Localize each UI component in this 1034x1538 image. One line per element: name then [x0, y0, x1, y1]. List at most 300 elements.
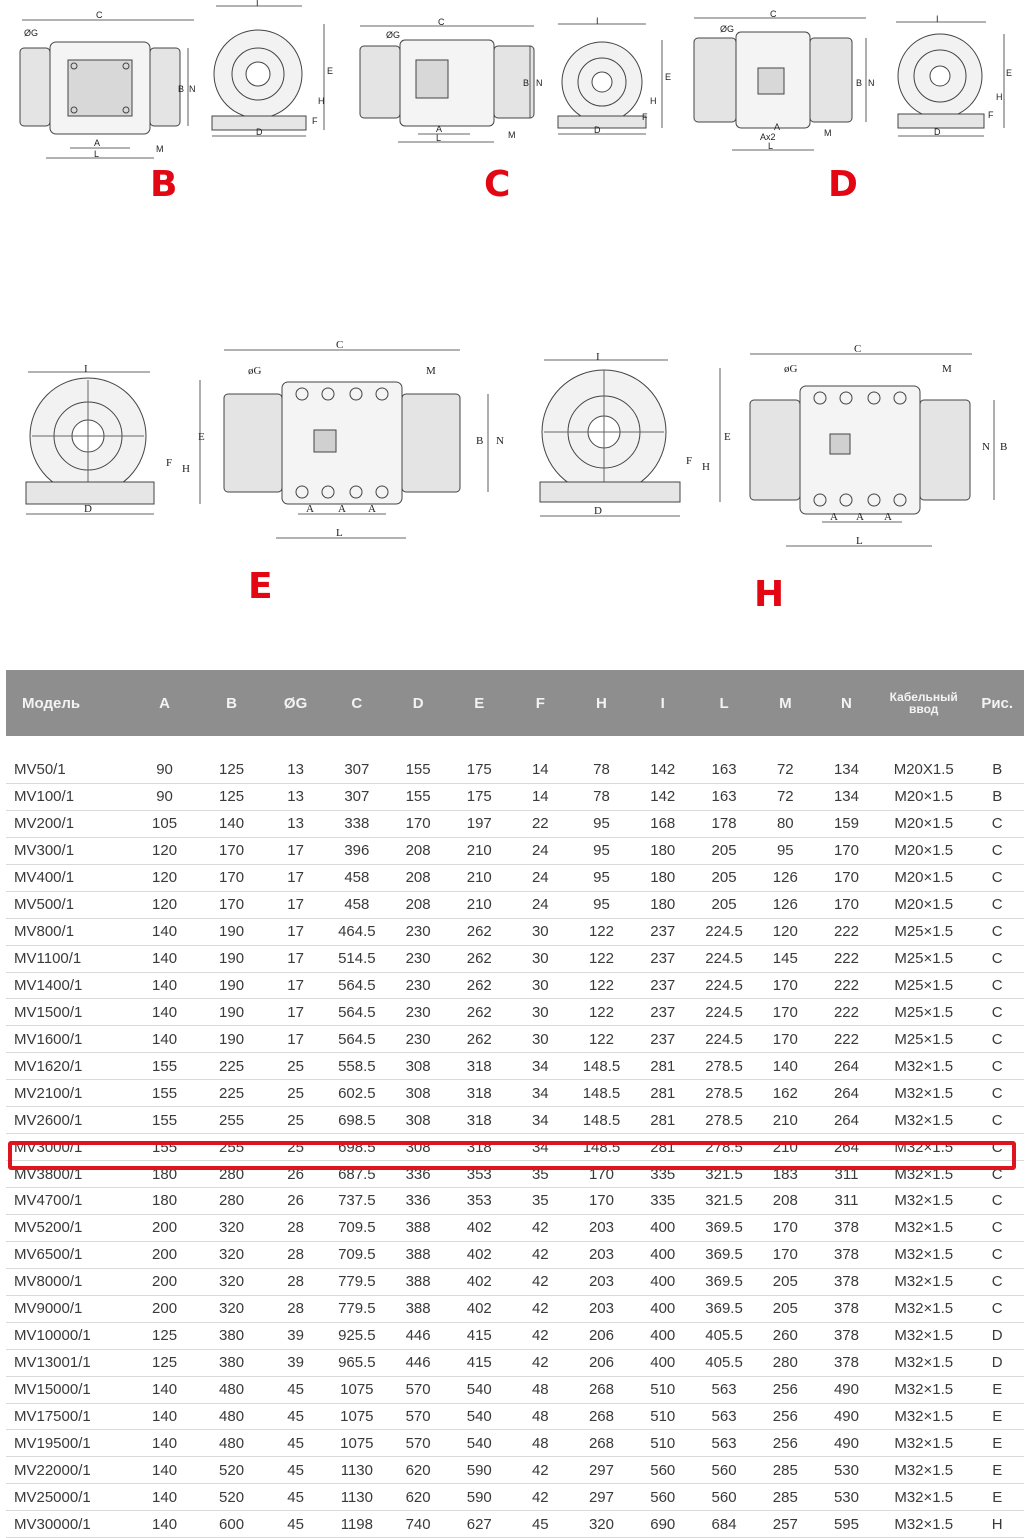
table-cell: 222	[816, 1026, 877, 1053]
table-cell: C	[970, 1295, 1024, 1322]
table-cell: 25	[265, 1134, 326, 1161]
table-cell: M25×1.5	[877, 945, 970, 972]
model-cell: MV13001/1	[6, 1349, 131, 1376]
table-cell: 321.5	[693, 1161, 754, 1188]
table-cell: 25	[265, 1107, 326, 1134]
dim-label: H	[182, 463, 190, 475]
header-cell: M	[755, 670, 816, 736]
table-cell: 155	[131, 1053, 198, 1080]
table-cell: C	[970, 1107, 1024, 1134]
table-cell: 297	[571, 1457, 632, 1484]
table-cell: 95	[755, 837, 816, 864]
table-cell: M20X1.5	[877, 757, 970, 783]
table-cell: 268	[571, 1430, 632, 1457]
table-cell: 72	[755, 783, 816, 810]
spec-table	[6, 670, 1024, 1538]
table-row	[6, 891, 1024, 918]
table-cell: 378	[816, 1214, 877, 1241]
table-cell: 22	[510, 810, 571, 837]
table-cell: 353	[449, 1188, 510, 1215]
figure-h-end-view	[538, 346, 738, 522]
table-cell: 200	[131, 1214, 198, 1241]
table-cell: 190	[198, 999, 265, 1026]
table-cell: 268	[571, 1403, 632, 1430]
table-cell: 698.5	[326, 1134, 387, 1161]
table-cell: 180	[131, 1188, 198, 1215]
table-cell: M32×1.5	[877, 1322, 970, 1349]
dim-label: A	[94, 138, 101, 148]
table-cell: B	[970, 757, 1024, 783]
table-cell: 563	[693, 1430, 754, 1457]
table-cell: 400	[632, 1241, 693, 1268]
model-cell: MV30000/1	[6, 1511, 131, 1538]
table-cell: 480	[198, 1430, 265, 1457]
table-cell: 378	[816, 1349, 877, 1376]
table-cell: 564.5	[326, 999, 387, 1026]
table-cell: 148.5	[571, 1107, 632, 1134]
table-cell: 42	[510, 1349, 571, 1376]
dim-label: F	[312, 116, 318, 126]
dim-label: N	[496, 435, 504, 447]
table-cell: 190	[198, 972, 265, 999]
table-cell: 237	[632, 999, 693, 1026]
table-cell: 264	[816, 1134, 877, 1161]
model-cell: MV25000/1	[6, 1484, 131, 1511]
table-cell: 280	[755, 1349, 816, 1376]
table-cell: 35	[510, 1188, 571, 1215]
table-cell: 125	[131, 1349, 198, 1376]
table-body	[6, 736, 1024, 1538]
table-cell: 737.5	[326, 1188, 387, 1215]
table-cell: 311	[816, 1188, 877, 1215]
dim-label: B	[1000, 441, 1008, 453]
table-cell: 142	[632, 757, 693, 783]
table-cell: M32×1.5	[877, 1134, 970, 1161]
dim-label: øG	[784, 363, 798, 375]
table-cell: 140	[131, 1403, 198, 1430]
table-cell: 180	[632, 837, 693, 864]
table-cell: 28	[265, 1295, 326, 1322]
figure-d-side-view	[690, 8, 880, 158]
table-cell: 148.5	[571, 1053, 632, 1080]
table-cell: 321.5	[693, 1188, 754, 1215]
table-cell: 17	[265, 918, 326, 945]
table-cell: 278.5	[693, 1107, 754, 1134]
table-cell: 400	[632, 1349, 693, 1376]
table-cell: 210	[755, 1134, 816, 1161]
figure-c-end-view	[550, 16, 680, 140]
table-cell: 122	[571, 945, 632, 972]
dim-label: ØG	[24, 28, 39, 38]
table-cell: 125	[131, 1322, 198, 1349]
table-cell: 170	[198, 891, 265, 918]
table-cell: 698.5	[326, 1107, 387, 1134]
dim-label: M	[942, 363, 952, 375]
table-cell: 148.5	[571, 1080, 632, 1107]
table-cell: 222	[816, 945, 877, 972]
table-cell: 125	[198, 783, 265, 810]
table-cell: 378	[816, 1241, 877, 1268]
table-cell: 490	[816, 1403, 877, 1430]
table-cell: 402	[449, 1268, 510, 1295]
model-cell: MV3800/1	[6, 1161, 131, 1188]
table-cell: 155	[388, 757, 449, 783]
dim-label: L	[436, 133, 442, 143]
table-cell: 256	[755, 1430, 816, 1457]
table-cell: 205	[755, 1295, 816, 1322]
figure-e-end-view	[20, 360, 215, 520]
table-cell: 24	[510, 891, 571, 918]
model-cell: MV1100/1	[6, 945, 131, 972]
dim-label: N	[982, 441, 990, 453]
model-cell: MV8000/1	[6, 1268, 131, 1295]
table-cell: 281	[632, 1053, 693, 1080]
model-cell: MV1620/1	[6, 1053, 131, 1080]
table-row	[6, 1107, 1024, 1134]
table-cell: 210	[449, 864, 510, 891]
model-cell: MV400/1	[6, 864, 131, 891]
table-row	[6, 918, 1024, 945]
dim-label: E	[665, 72, 672, 82]
header-cell: D	[388, 670, 449, 736]
table-cell: 225	[198, 1080, 265, 1107]
table-cell: 170	[755, 972, 816, 999]
table-cell: M32×1.5	[877, 1484, 970, 1511]
dim-label: M	[508, 130, 516, 140]
table-cell: 39	[265, 1322, 326, 1349]
table-cell: 563	[693, 1376, 754, 1403]
figure-e-side-view	[220, 334, 510, 544]
table-cell: 42	[510, 1457, 571, 1484]
figure-label-e: E	[248, 566, 273, 607]
table-cell: 380	[198, 1349, 265, 1376]
table-cell: 95	[571, 810, 632, 837]
table-cell: 480	[198, 1376, 265, 1403]
table-cell: E	[970, 1484, 1024, 1511]
table-cell: 148.5	[571, 1134, 632, 1161]
table-cell: 402	[449, 1214, 510, 1241]
table-cell: B	[970, 783, 1024, 810]
table-cell: 72	[755, 757, 816, 783]
table-cell: E	[970, 1403, 1024, 1430]
table-cell: 210	[755, 1107, 816, 1134]
table-cell: 687.5	[326, 1161, 387, 1188]
table-cell: 45	[265, 1484, 326, 1511]
table-cell: 560	[632, 1484, 693, 1511]
header-cell: L	[693, 670, 754, 736]
model-cell: MV5200/1	[6, 1214, 131, 1241]
table-cell: 203	[571, 1214, 632, 1241]
dim-label: D	[594, 505, 602, 517]
table-cell: C	[970, 1188, 1024, 1215]
table-cell: 415	[449, 1322, 510, 1349]
table-cell: 320	[198, 1214, 265, 1241]
figure-label-d: D	[828, 164, 858, 205]
table-cell: 42	[510, 1214, 571, 1241]
table-cell: 208	[388, 864, 449, 891]
table-cell: 180	[632, 864, 693, 891]
table-cell: M20×1.5	[877, 891, 970, 918]
table-cell: 14	[510, 783, 571, 810]
table-cell: 230	[388, 999, 449, 1026]
table-cell: 620	[388, 1457, 449, 1484]
header-cell: F	[510, 670, 571, 736]
table-cell: 311	[816, 1161, 877, 1188]
table-cell: 197	[449, 810, 510, 837]
table-cell: 446	[388, 1349, 449, 1376]
table-cell: 540	[449, 1376, 510, 1403]
figure-b-end-view	[206, 0, 336, 142]
header-cell: H	[571, 670, 632, 736]
dim-label: L	[768, 141, 774, 151]
table-cell: 25	[265, 1053, 326, 1080]
figure-label-b: B	[150, 164, 178, 205]
table-cell: 120	[131, 864, 198, 891]
table-cell: 122	[571, 999, 632, 1026]
table-cell: 684	[693, 1511, 754, 1538]
table-cell: 458	[326, 864, 387, 891]
table-row	[6, 972, 1024, 999]
table-cell: 205	[693, 864, 754, 891]
table-cell: 564.5	[326, 972, 387, 999]
header-cell: B	[198, 670, 265, 736]
table-cell: 740	[388, 1511, 449, 1538]
dim-label: I	[84, 363, 88, 375]
table-row	[6, 783, 1024, 810]
model-cell: MV500/1	[6, 891, 131, 918]
table-cell: 278.5	[693, 1080, 754, 1107]
table-cell: 230	[388, 918, 449, 945]
table-cell: 170	[816, 864, 877, 891]
table-cell: 281	[632, 1080, 693, 1107]
table-cell: 170	[388, 810, 449, 837]
table-cell: 34	[510, 1053, 571, 1080]
table-cell: 26	[265, 1161, 326, 1188]
table-cell: 297	[571, 1484, 632, 1511]
dim-label: ØG	[720, 24, 735, 34]
table-row	[6, 1161, 1024, 1188]
table-cell: M32×1.5	[877, 1107, 970, 1134]
table-cell: 530	[816, 1457, 877, 1484]
table-cell: 42	[510, 1295, 571, 1322]
table-cell: 90	[131, 757, 198, 783]
table-cell: 140	[755, 1053, 816, 1080]
table-cell: 369.5	[693, 1295, 754, 1322]
table-cell: 320	[571, 1511, 632, 1538]
table-cell: 170	[755, 1026, 816, 1053]
table-cell: 105	[131, 810, 198, 837]
model-cell: MV19500/1	[6, 1430, 131, 1457]
table-cell: 125	[198, 757, 265, 783]
table-cell: M32×1.5	[877, 1376, 970, 1403]
table-cell: C	[970, 891, 1024, 918]
table-cell: M20×1.5	[877, 810, 970, 837]
table-cell: 262	[449, 918, 510, 945]
table-cell: 140	[131, 1484, 198, 1511]
model-cell: MV50/1	[6, 757, 131, 783]
model-cell: MV22000/1	[6, 1457, 131, 1484]
table-cell: D	[970, 1349, 1024, 1376]
table-cell: 230	[388, 945, 449, 972]
table-cell: 540	[449, 1430, 510, 1457]
table-cell: 237	[632, 1026, 693, 1053]
table-cell: M32×1.5	[877, 1080, 970, 1107]
table-cell: 145	[755, 945, 816, 972]
table-cell: 281	[632, 1134, 693, 1161]
table-cell: 590	[449, 1457, 510, 1484]
table-cell: 264	[816, 1107, 877, 1134]
model-cell: MV300/1	[6, 837, 131, 864]
table-cell: 205	[755, 1268, 816, 1295]
table-cell: 13	[265, 757, 326, 783]
header-cell: N	[816, 670, 877, 736]
table-cell: 210	[449, 891, 510, 918]
table-cell: 307	[326, 783, 387, 810]
table-cell: 320	[198, 1295, 265, 1322]
table-row	[6, 1349, 1024, 1376]
dim-label: A	[306, 503, 314, 515]
model-cell: MV200/1	[6, 810, 131, 837]
dim-label: L	[94, 149, 100, 159]
model-cell: MV1500/1	[6, 999, 131, 1026]
table-cell: 30	[510, 999, 571, 1026]
table-cell: 203	[571, 1268, 632, 1295]
table-cell: 709.5	[326, 1241, 387, 1268]
table-cell: 388	[388, 1295, 449, 1322]
table-cell: C	[970, 972, 1024, 999]
table-cell: 170	[755, 1214, 816, 1241]
table-cell: 490	[816, 1430, 877, 1457]
table-cell: 42	[510, 1268, 571, 1295]
table-cell: 318	[449, 1107, 510, 1134]
table-row	[6, 1295, 1024, 1322]
table-cell: 13	[265, 783, 326, 810]
table-cell: 369.5	[693, 1241, 754, 1268]
model-cell: MV15000/1	[6, 1376, 131, 1403]
table-cell: 170	[571, 1161, 632, 1188]
table-cell: 78	[571, 757, 632, 783]
table-cell: C	[970, 1053, 1024, 1080]
table-row	[6, 1241, 1024, 1268]
table-cell: 126	[755, 891, 816, 918]
table-cell: 34	[510, 1107, 571, 1134]
table-cell: 308	[388, 1107, 449, 1134]
table-cell: 257	[755, 1511, 816, 1538]
table-cell: 237	[632, 918, 693, 945]
table-cell: 140	[131, 1376, 198, 1403]
table-cell: 388	[388, 1241, 449, 1268]
table-cell: 28	[265, 1214, 326, 1241]
table-row	[6, 945, 1024, 972]
table-cell: 256	[755, 1376, 816, 1403]
dim-label: L	[336, 527, 343, 539]
table-cell: 170	[755, 1241, 816, 1268]
table-cell: 255	[198, 1134, 265, 1161]
dim-label: B	[476, 435, 484, 447]
table-cell: C	[970, 1214, 1024, 1241]
table-cell: 175	[449, 757, 510, 783]
table-cell: M32×1.5	[877, 1457, 970, 1484]
table-cell: 308	[388, 1053, 449, 1080]
dim-label: A	[774, 122, 781, 132]
table-cell: C	[970, 1241, 1024, 1268]
dim-label: I	[596, 351, 600, 363]
table-cell: 307	[326, 757, 387, 783]
table-cell: 208	[755, 1188, 816, 1215]
model-cell: MV3000/1	[6, 1134, 131, 1161]
table-cell: 30	[510, 972, 571, 999]
header-cell: ØG	[265, 670, 326, 736]
table-cell: 78	[571, 783, 632, 810]
table-cell: M20×1.5	[877, 864, 970, 891]
dim-label: E	[198, 431, 205, 443]
table-row	[6, 837, 1024, 864]
table-cell: 140	[131, 972, 198, 999]
table-cell: 168	[632, 810, 693, 837]
table-row	[6, 1080, 1024, 1107]
dim-label: C	[438, 17, 445, 27]
table-cell: M20×1.5	[877, 783, 970, 810]
table-cell: 14	[510, 757, 571, 783]
table-cell: 262	[449, 945, 510, 972]
table-row	[6, 810, 1024, 837]
table-cell: 388	[388, 1214, 449, 1241]
table-cell: 230	[388, 972, 449, 999]
table-cell: 134	[816, 757, 877, 783]
table-cell: 369.5	[693, 1214, 754, 1241]
dim-label: D	[934, 127, 941, 137]
table-cell: 320	[198, 1241, 265, 1268]
dim-label: C	[96, 10, 103, 20]
table-cell: 318	[449, 1080, 510, 1107]
table-cell: 17	[265, 972, 326, 999]
table-cell: 140	[131, 945, 198, 972]
table-cell: 140	[131, 999, 198, 1026]
dim-label: ØG	[386, 30, 401, 40]
table-cell: 120	[131, 891, 198, 918]
table-cell: 170	[198, 837, 265, 864]
table-cell: 45	[265, 1376, 326, 1403]
table-cell: 520	[198, 1484, 265, 1511]
table-cell: M32×1.5	[877, 1214, 970, 1241]
table-cell: 159	[816, 810, 877, 837]
table-cell: 24	[510, 837, 571, 864]
dim-label: F	[166, 457, 173, 469]
table-cell: 122	[571, 972, 632, 999]
table-cell: 17	[265, 837, 326, 864]
table-cell: E	[970, 1430, 1024, 1457]
table-cell: 779.5	[326, 1295, 387, 1322]
table-cell: 17	[265, 891, 326, 918]
table-cell: 13	[265, 810, 326, 837]
table-row	[6, 864, 1024, 891]
table-row	[6, 1484, 1024, 1511]
table-cell: 205	[693, 891, 754, 918]
table-cell: 230	[388, 1026, 449, 1053]
table-cell: 779.5	[326, 1268, 387, 1295]
figure-c-side-view	[358, 16, 546, 148]
table-cell: 42	[510, 1322, 571, 1349]
table-cell: 336	[388, 1161, 449, 1188]
table-cell: 318	[449, 1134, 510, 1161]
dim-label: I	[596, 16, 599, 26]
table-cell: 281	[632, 1107, 693, 1134]
table-cell: 210	[449, 837, 510, 864]
table-cell: M20×1.5	[877, 837, 970, 864]
table-cell: 558.5	[326, 1053, 387, 1080]
table-cell: 140	[131, 1430, 198, 1457]
dim-label: Ax2	[760, 132, 776, 142]
